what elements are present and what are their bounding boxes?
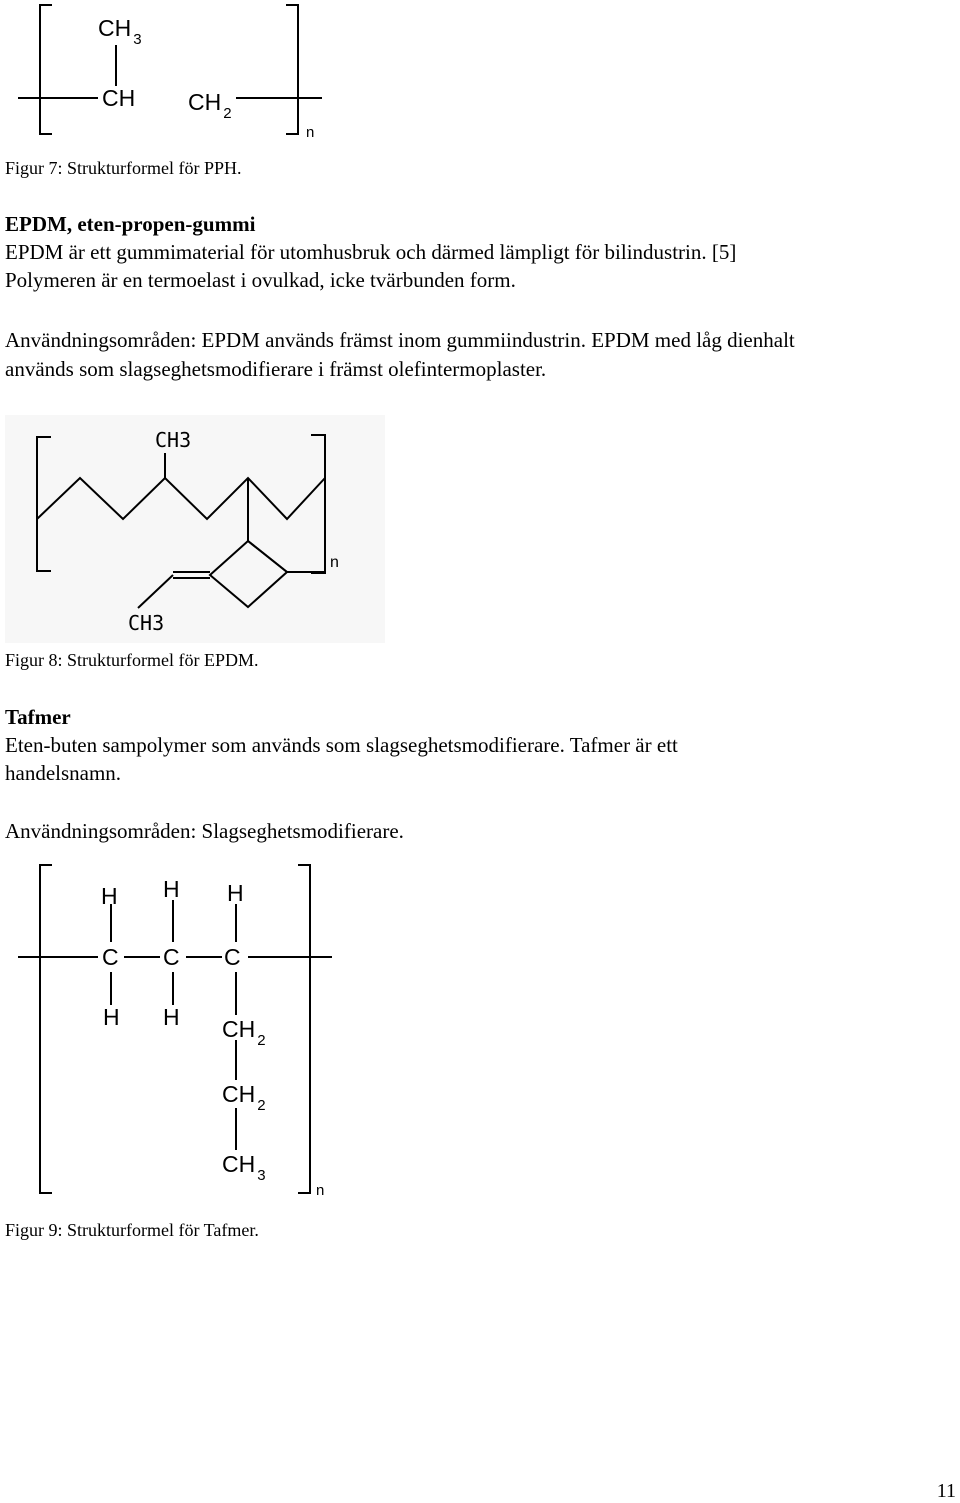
- c-1: C: [102, 944, 119, 970]
- figure-7-pph-structure: [0, 0, 340, 145]
- tafmer-para1-line2: handelsnamn.: [5, 761, 122, 785]
- tafmer-heading: Tafmer: [5, 705, 71, 729]
- h-top-3: H: [227, 880, 244, 906]
- ch2-label-2: CH $_2$: [222, 1081, 266, 1114]
- n-subscript: n: [316, 1182, 325, 1199]
- right-bracket: [298, 865, 310, 1193]
- tafmer-para1-line1: Eten-buten sampolymer som används som slagseghetsmodifierare. Tafmer är ett: [5, 733, 678, 757]
- ch3-top-label: CH3: [155, 428, 192, 452]
- ch-label: CH: [102, 85, 136, 111]
- figure-9-caption: Figur 9: Strukturformel för Tafmer.: [5, 1220, 259, 1240]
- page-number: 11: [936, 1480, 956, 1502]
- h-bot-2: H: [163, 1004, 180, 1030]
- epdm-para1-line2: Polymeren är en termoelast i ovulkad, icke tvärbunden form.: [5, 268, 516, 292]
- epdm-para2-line2: används som slagseghetsmodifierare i främst olefintermoplaster.: [5, 357, 547, 381]
- figure-9-tafmer-structure: [0, 860, 340, 1200]
- tafmer-para2: Användningsområden: Slagseghetsmodifierare.: [5, 819, 404, 843]
- right-bracket: [286, 5, 298, 134]
- epdm-heading: EPDM, eten-propen-gummi: [5, 212, 256, 236]
- h-top-1: H: [101, 883, 118, 909]
- n-subscript: n: [330, 554, 339, 571]
- left-bracket: [40, 5, 52, 134]
- ch3-label: CH $_3$: [222, 1151, 266, 1184]
- figure-8-caption: Figur 8: Strukturformel för EPDM.: [5, 650, 259, 670]
- c-3: C: [224, 944, 241, 970]
- epdm-para1-line1: EPDM är ett gummimaterial för utomhusbruk och därmed lämpligt för bilindustrin. [5]: [5, 240, 737, 264]
- left-bracket: [40, 865, 52, 1193]
- ch2-label-1: CH $_2$: [222, 1016, 266, 1049]
- c-2: C: [163, 944, 180, 970]
- ch2-label: CH $_2$: [188, 89, 232, 122]
- epdm-para2-line1: Användningsområden: EPDM används främst inom gummiindustrin. EPDM med låg dienhalt: [5, 328, 795, 352]
- figure-7-caption: Figur 7: Strukturformel för PPH.: [5, 158, 242, 178]
- ch3-bottom-label: CH3: [128, 611, 165, 635]
- h-bot-1: H: [103, 1004, 120, 1030]
- ch3-label: CH $_3$: [98, 15, 142, 48]
- figure-8-epdm-structure: [5, 415, 390, 643]
- n-subscript: n: [306, 124, 315, 141]
- h-top-2: H: [163, 876, 180, 902]
